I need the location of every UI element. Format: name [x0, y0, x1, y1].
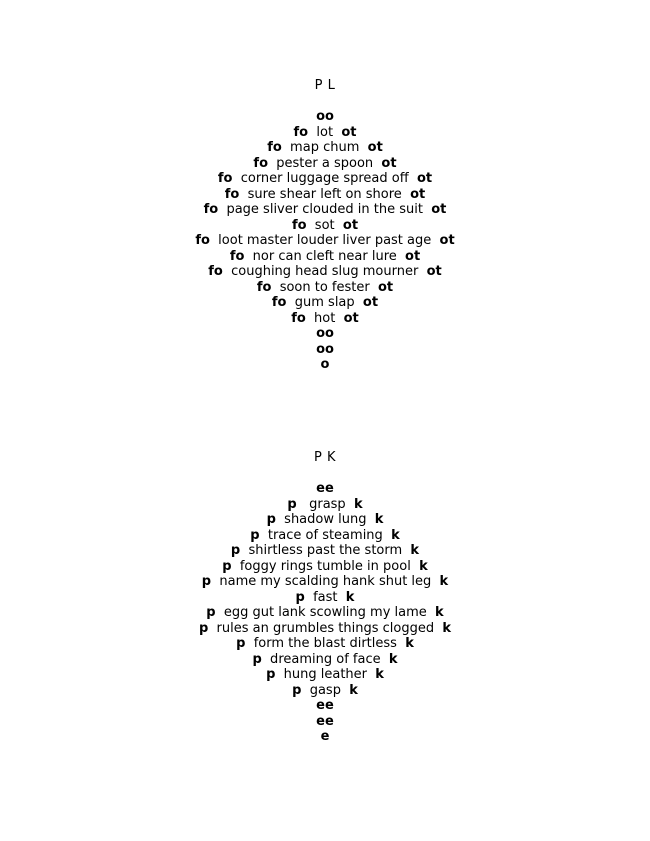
line-prefix: p	[222, 558, 232, 574]
line-prefix: p	[252, 651, 262, 667]
poem-line	[0, 156, 650, 172]
poem-line	[0, 481, 650, 497]
line-suffix: oo	[316, 109, 334, 124]
poem-line	[0, 636, 650, 652]
poem-line	[0, 171, 650, 187]
line-text: soon to fester	[271, 279, 378, 295]
line-text: foggy rings tumble in pool	[231, 558, 420, 574]
line-suffix: k	[405, 636, 414, 651]
line-suffix: ot	[343, 310, 359, 326]
poem-line	[0, 140, 650, 156]
poem-line	[0, 729, 650, 745]
poem-title: P K	[314, 450, 336, 465]
line-suffix: ee	[316, 713, 334, 729]
line-text: egg gut lank scowling my lame	[215, 605, 436, 620]
line-text: trace of steaming	[259, 527, 392, 543]
poem-line	[0, 605, 650, 621]
line-prefix: p	[292, 682, 302, 698]
line-prefix: fo	[291, 217, 307, 233]
line-suffix: k	[345, 589, 355, 605]
poem-line	[0, 295, 650, 311]
poem-body	[0, 109, 650, 373]
line-prefix: p	[295, 589, 305, 605]
line-text: gasp	[301, 682, 350, 698]
line-suffix: ot	[405, 248, 421, 264]
line-suffix: k	[349, 682, 358, 698]
poem-line	[0, 264, 650, 280]
line-suffix: ot	[378, 279, 394, 295]
line-prefix: p	[250, 527, 260, 543]
line-suffix: k	[435, 605, 444, 620]
line-text: form the blast dirtless	[245, 636, 406, 651]
line-text: page sliver clouded in the suit	[218, 202, 432, 217]
poem-line	[0, 202, 650, 218]
line-suffix: ot	[426, 264, 442, 279]
poem-line	[0, 698, 650, 714]
line-prefix: fo	[208, 264, 223, 279]
poem-line	[0, 574, 650, 590]
line-suffix: ot	[439, 233, 455, 248]
line-text: corner luggage spread off	[232, 171, 417, 186]
line-text: coughing head slug mourner	[222, 264, 427, 279]
line-suffix: k	[439, 574, 449, 589]
line-suffix: ot	[410, 186, 426, 202]
line-suffix: ot	[381, 155, 397, 171]
line-text: hot	[305, 310, 344, 326]
line-text: hung leather	[275, 667, 376, 682]
line-prefix: fo	[267, 140, 282, 155]
line-suffix: ot	[362, 295, 379, 310]
line-text: grasp	[296, 496, 354, 512]
line-prefix: fo	[253, 155, 269, 171]
line-text: shirtless past the storm	[240, 543, 411, 558]
poem-line	[0, 357, 650, 373]
line-suffix: k	[375, 667, 384, 682]
poem-line	[0, 543, 650, 559]
poem-line	[0, 218, 650, 234]
line-prefix: p	[206, 605, 216, 620]
line-text: pester a spoon	[268, 155, 382, 171]
line-prefix: fo	[203, 202, 219, 217]
line-suffix: k	[419, 558, 428, 574]
line-prefix: fo	[195, 233, 210, 248]
line-text: name my scalding hank shut leg	[211, 574, 440, 589]
line-prefix: fo	[229, 248, 245, 264]
line-prefix: p	[198, 620, 209, 636]
poem-line	[0, 497, 650, 513]
poem-line	[0, 109, 650, 125]
line-suffix: k	[353, 496, 363, 512]
line-text: gum slap	[286, 295, 363, 310]
poem-line	[0, 233, 650, 249]
line-prefix: fo	[291, 310, 306, 326]
poem-line	[0, 512, 650, 528]
line-prefix: p	[266, 667, 276, 682]
poem-line	[0, 125, 650, 141]
line-prefix: p	[287, 496, 297, 512]
line-prefix: p	[236, 636, 246, 651]
line-suffix: k	[388, 651, 398, 667]
poem-line	[0, 683, 650, 699]
line-suffix: ot	[431, 202, 447, 217]
line-suffix: e	[320, 729, 330, 744]
line-text: lot	[308, 124, 342, 140]
line-suffix: o	[320, 357, 330, 372]
poem-title: P L	[314, 78, 336, 93]
poem-line	[0, 311, 650, 327]
poem-pk	[0, 450, 650, 745]
poem-line	[0, 342, 650, 358]
line-text: shadow lung	[275, 512, 375, 527]
line-prefix: fo	[217, 171, 233, 186]
line-text: loot master louder liver past age	[209, 233, 440, 248]
line-prefix: p	[201, 574, 212, 589]
line-suffix: k	[442, 620, 451, 636]
line-text: sure shear left on shore	[239, 186, 411, 202]
line-prefix: p	[266, 512, 276, 527]
poem-line	[0, 652, 650, 668]
poem-line	[0, 326, 650, 342]
poem-body	[0, 481, 650, 745]
line-prefix: fo	[256, 279, 272, 295]
line-text: nor can cleft near lure	[244, 248, 406, 264]
line-suffix: oo	[316, 341, 334, 357]
line-suffix: k	[374, 512, 384, 527]
line-suffix: k	[410, 543, 420, 558]
poem-line	[0, 714, 650, 730]
poem-line	[0, 590, 650, 606]
poem-line	[0, 667, 650, 683]
line-suffix: oo	[316, 326, 334, 341]
poem-line	[0, 249, 650, 265]
line-text: rules an grumbles things clogged	[208, 620, 443, 636]
line-suffix: k	[391, 527, 400, 543]
poem-line	[0, 559, 650, 575]
poem-line	[0, 528, 650, 544]
line-prefix: p	[230, 543, 241, 558]
line-suffix: ot	[367, 140, 383, 155]
line-prefix: fo	[224, 186, 240, 202]
line-prefix: fo	[293, 124, 309, 140]
line-text: dreaming of face	[261, 651, 389, 667]
line-suffix: ee	[316, 481, 334, 496]
line-text: map chum	[281, 140, 368, 155]
poem-line	[0, 621, 650, 637]
poem-pl	[0, 78, 650, 373]
line-suffix: ee	[316, 698, 334, 713]
line-text: sot	[306, 217, 343, 233]
line-suffix: ot	[342, 217, 359, 233]
poem-line	[0, 280, 650, 296]
poem-line	[0, 187, 650, 203]
line-suffix: ot	[416, 171, 433, 186]
line-suffix: ot	[341, 124, 357, 140]
line-text: fast	[304, 589, 346, 605]
line-prefix: fo	[271, 295, 287, 310]
